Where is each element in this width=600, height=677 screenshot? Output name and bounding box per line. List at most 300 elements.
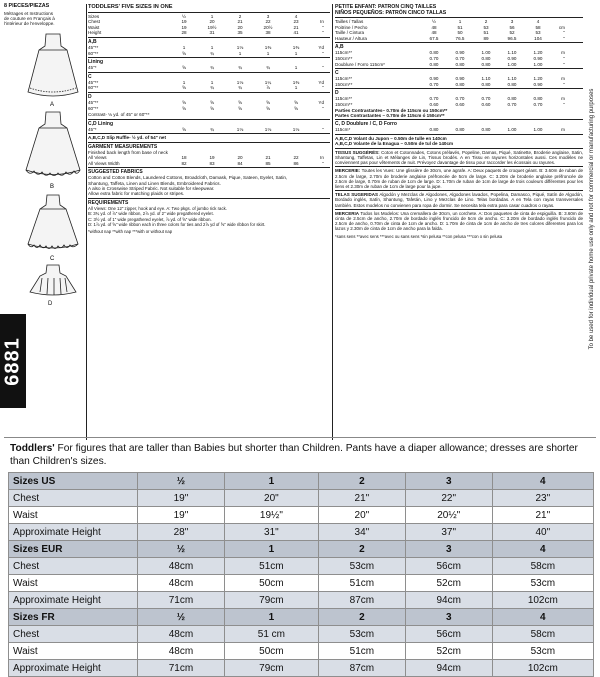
row-value: ¾	[210, 65, 214, 71]
ml-paragraph	[335, 168, 583, 189]
toddlers-note	[10, 442, 590, 468]
row-value: ⅝	[182, 65, 186, 71]
table-cell: 87cm	[318, 660, 405, 677]
data-row	[335, 102, 583, 108]
table-cell: 40"	[492, 524, 593, 541]
row-label: 115cm**	[335, 50, 353, 56]
divider	[335, 209, 583, 210]
garment-title: GARMENT MEASUREMENTS	[88, 143, 158, 150]
title-fr: PETITE ENFANT: PATRON CINQ TAILLES	[335, 4, 437, 10]
ml-paragraph-text: Algodón y Mezclas de Algodones, Algodones lavados, Popelina, Damasco, Piqué, Satín de Algodón, Bordado inglés, Satín, Shantung, Tafetán, Lino y Mezclas de Lino. Telas bordadas. A en Tela con rayas transversales también. Estos modelos no convienen para ropa de dormir. Se necesita tela extra para casar cuadros o rayas.	[335, 192, 583, 208]
ml-size-value: ½	[432, 19, 436, 24]
row-value: 0.90	[429, 76, 439, 82]
size-table-row	[9, 558, 594, 575]
divider	[88, 167, 330, 168]
table-cell: 51cm	[318, 643, 405, 660]
ml-paragraph	[335, 150, 583, 166]
table-cell: Approximate Height	[9, 524, 138, 541]
row-unit: m	[561, 50, 565, 56]
divider	[88, 119, 330, 120]
header-cell: 3	[405, 473, 492, 490]
row-unit: "	[322, 50, 324, 56]
table-cell: 56cm	[405, 558, 492, 575]
fabrics-line: Shantung, Taffeta, Linen and Linen Blends, Embroidered Fabrics.	[88, 180, 221, 186]
fabrics-line: A also in Crosswise Striped Fabric. Not suitable for sleepwear.	[88, 185, 215, 191]
table-cell: Chest	[9, 490, 138, 507]
row-value: 48	[431, 30, 437, 36]
row-value: ⅝	[238, 99, 242, 105]
row-label: 150cm**	[335, 101, 353, 107]
dress-sketch-b	[26, 112, 80, 176]
row-value: 0.60	[455, 101, 465, 107]
ml-paragraph-title: MERCERIA	[335, 210, 360, 216]
row-value: 1⅛	[292, 126, 300, 132]
view-sketches	[14, 30, 92, 300]
ml-paragraph	[335, 211, 583, 232]
row-value: 1.00	[533, 61, 543, 67]
row-value: 0.70	[455, 96, 465, 102]
english-footnote: *without nap **with nap ***with or without nap	[88, 229, 173, 235]
row-value: 1	[294, 65, 298, 71]
row-value: 19	[181, 24, 187, 30]
row-value: 1.00	[481, 50, 491, 56]
table-cell: 48cm	[138, 558, 225, 575]
row-value: 1⅛	[264, 126, 272, 132]
row-value: ¾	[210, 50, 214, 56]
row-value: 0.90	[507, 55, 517, 61]
row-value: 0.80	[429, 61, 439, 67]
header-cell: ½	[138, 473, 225, 490]
row-value: ⅝	[238, 105, 242, 111]
row-value: 23	[293, 19, 299, 25]
dress-sketch-a	[28, 34, 78, 96]
ml-block-title: C	[335, 70, 339, 77]
row-value: 0.90	[455, 50, 465, 56]
row-value: 1	[238, 50, 242, 56]
table-cell: Chest	[9, 558, 138, 575]
requirements-line: All Views: One 12" zipper, hook and eye. A: Two pkgs. of jumbo rick rack.	[88, 205, 227, 211]
volant-fr: A,B,C,D Volant du Jupon – 0.50m de tulle en 140cm	[335, 135, 447, 141]
row-value: 0.80	[507, 96, 517, 102]
row-label: 45"*	[88, 126, 97, 132]
table-cell: Approximate Height	[9, 660, 138, 677]
row-unit: "	[563, 61, 565, 67]
row-value: 1	[182, 44, 186, 50]
table-cell: 56cm	[405, 626, 492, 643]
row-label: Poitrine / Pecho	[335, 24, 368, 30]
row-label: Height	[88, 30, 102, 36]
table-cell: 94cm	[405, 660, 492, 677]
row-unit: "	[322, 160, 324, 166]
row-value: 22	[293, 154, 299, 160]
row-value: 0.80	[481, 55, 491, 61]
data-row	[88, 65, 330, 71]
row-value: 0.70	[533, 101, 543, 107]
view-label-a: A	[50, 102, 55, 108]
table-cell: 50cm	[224, 575, 318, 592]
data-row	[335, 62, 583, 68]
divider	[88, 142, 330, 143]
row-label: Doublure / Forro 115cm*	[335, 61, 385, 67]
row-value: ⅝	[182, 50, 186, 56]
row-label: 150cm**	[335, 55, 353, 61]
row-label: All Views Width	[88, 160, 120, 166]
row-value: 31	[209, 30, 215, 36]
divider	[88, 133, 330, 134]
ml-sizes-label: Tailles / Tallas	[335, 19, 364, 24]
ml-paragraph-title: MERCERIE:	[335, 168, 361, 174]
row-value: 56	[509, 24, 515, 30]
ml-size-value: 4	[536, 19, 540, 24]
size-table-row	[9, 626, 594, 643]
row-value: ⅝	[294, 105, 298, 111]
row-value: 51	[457, 24, 463, 30]
header-cell: ½	[138, 541, 225, 558]
header-cell: 2	[318, 609, 405, 626]
row-value: 51	[483, 30, 489, 36]
table-cell: 53cm	[492, 643, 593, 660]
table-cell: 52cm	[405, 643, 492, 660]
french-note-3: l'intérieur de l'enveloppe.	[4, 21, 55, 26]
table-cell: 19"	[138, 490, 225, 507]
divider	[335, 17, 583, 18]
row-label: 115cm**	[335, 76, 353, 82]
row-unit: "	[322, 126, 324, 132]
volant-es: A,B,C,D Volante de la Enagua – 0.50m de tul de 140cm	[335, 141, 454, 147]
row-value: ¾	[210, 126, 214, 132]
row-label: 60"**	[88, 50, 99, 56]
table-cell: 53cm	[318, 626, 405, 643]
pieces-label: 8 PIECES/PIEZAS	[4, 3, 50, 9]
row-unit: In	[320, 19, 324, 25]
row-label: Waist	[88, 24, 100, 30]
table-cell: 21"	[492, 507, 593, 524]
data-row	[335, 127, 583, 133]
row-value: 1.20	[533, 76, 543, 82]
row-unit: "	[563, 81, 565, 87]
row-unit: "	[322, 24, 324, 30]
table-cell: 19"	[138, 507, 225, 524]
header-cell: 4	[492, 541, 593, 558]
row-value: 1.10	[507, 76, 517, 82]
row-value: 0.80	[507, 81, 517, 87]
row-value: 0.60	[429, 101, 439, 107]
table-cell: 28"	[138, 524, 225, 541]
data-row	[88, 161, 330, 167]
row-unit: Yd	[318, 79, 324, 85]
row-value: 0.80	[455, 61, 465, 67]
row-value: 1⅜	[292, 79, 300, 85]
dress-sketch-c	[28, 195, 78, 249]
row-value: 0.80	[481, 61, 491, 67]
row-value: 85	[265, 160, 271, 166]
requirements-line: B: 3¾ yd. of ⅞" wide ribbon, 2⅞ yd. of 2" wide pregathered eyelet.	[88, 211, 214, 217]
row-unit: "	[563, 55, 565, 61]
row-value: ⅝	[182, 85, 186, 91]
size-value: 2	[238, 13, 242, 19]
row-value: ⅝	[182, 99, 186, 105]
row-value: 58	[535, 24, 541, 30]
row-unit: "	[563, 101, 565, 107]
table-cell: 71cm	[138, 592, 225, 609]
table-cell: 20½"	[405, 507, 492, 524]
header-cell: Sizes FR	[9, 609, 138, 626]
row-value: 1	[266, 50, 270, 56]
divider	[88, 92, 330, 93]
row-value: 50	[457, 30, 463, 36]
row-unit: Yd	[318, 99, 324, 105]
english-column	[88, 4, 330, 235]
row-value: 76.5	[455, 35, 465, 41]
table-cell: 22"	[405, 490, 492, 507]
french-note-2: de couture en Français à	[4, 16, 55, 21]
table-cell: 51 cm	[224, 626, 318, 643]
view-label-b: B	[50, 184, 55, 190]
row-label: 45"**	[88, 44, 99, 50]
row-value: 89	[483, 35, 489, 41]
table-cell: 31"	[224, 524, 318, 541]
data-row	[335, 36, 583, 42]
table-cell: 87cm	[318, 592, 405, 609]
table-cell: 23"	[492, 490, 593, 507]
table-cell: 19½"	[224, 507, 318, 524]
row-value: 1	[210, 44, 214, 50]
pattern-number-band	[0, 314, 26, 408]
data-row	[88, 30, 330, 36]
row-value: 83	[209, 160, 215, 166]
row-value: 0.90	[533, 55, 543, 61]
row-value: 0.90	[533, 81, 543, 87]
ml-footnote: *sans sens **avec sens ***avec ou sans sens *sin pelusa **con pelusa ***con o sin pelusa	[335, 233, 503, 239]
row-value: ⅝	[182, 105, 186, 111]
row-value: 1.00	[507, 127, 517, 133]
ml-size-value: 2	[484, 19, 488, 24]
table-cell: 71cm	[138, 660, 225, 677]
row-value: 0.70	[429, 55, 439, 61]
row-value: ⅝	[210, 99, 214, 105]
table-cell: 50cm	[224, 643, 318, 660]
sizes-label: Sizes	[88, 13, 100, 19]
size-table-row	[9, 524, 594, 541]
table-cell: 37"	[405, 524, 492, 541]
ml-paragraph-text: Coton et Cotonnades, Cotons prélavés, Popeline, Damas, Piqué, Satinette, Broderie anglaise, Satin, Shantung, Taffetas, Lin et Mélanges de Lin, Tissus brodés. A en Tissu en rayures horizontales aussi. Ces modèles ne conviennent pas pour vêtements de nuit. Prévoyez davantage de tissu pour raccorder les écossais ou rayures.	[335, 149, 583, 166]
divider	[335, 42, 583, 43]
table-cell: Waist	[9, 507, 138, 524]
size-group-header	[9, 541, 594, 558]
pattern-number: 6881	[1, 337, 24, 386]
row-value: ¾	[210, 85, 214, 91]
divider	[335, 119, 583, 120]
divider	[88, 72, 330, 73]
row-value: 19	[209, 154, 215, 160]
row-label: 60"**	[88, 105, 99, 111]
divider	[88, 37, 330, 38]
row-value: 86	[293, 160, 299, 166]
block-title: C	[88, 73, 92, 80]
view-label-d: D	[48, 301, 53, 307]
row-value: 41	[293, 30, 299, 36]
table-cell: Waist	[9, 575, 138, 592]
row-value: 20	[209, 19, 215, 25]
row-value: ¾	[266, 65, 270, 71]
table-cell: 51cm	[224, 558, 318, 575]
row-value: ⅝	[294, 99, 298, 105]
header-cell: ½	[138, 609, 225, 626]
data-row	[88, 106, 330, 112]
row-value: 1¼	[264, 79, 272, 85]
block-title: Lining	[88, 59, 103, 66]
row-value: 18	[181, 154, 187, 160]
row-value: ¾	[238, 65, 242, 71]
row-unit: m	[561, 76, 565, 82]
row-value: 1.10	[481, 76, 491, 82]
fabrics-line: Cotton and Cotton Blends, Laundered Cottons, Broadcloth, Damask, Pique, Sateen, Eyelet, Satin,	[88, 175, 288, 181]
row-label: 45"**	[88, 99, 99, 105]
garment-sub: Finished back length from base of neck	[88, 149, 168, 155]
row-unit: In	[320, 154, 324, 160]
header-cell: 2	[318, 473, 405, 490]
header-cell: Sizes EUR	[9, 541, 138, 558]
row-unit: "	[563, 35, 565, 41]
block-title: D	[88, 93, 92, 100]
row-label: Taille / Cintura	[335, 30, 365, 36]
row-value: 0.90	[455, 76, 465, 82]
row-value: 1.10	[507, 50, 517, 56]
side-note-area	[589, 4, 599, 434]
row-value: 22	[265, 19, 271, 25]
french-note-1: Métrages et Instructions	[4, 11, 54, 16]
requirements-title: REQUIREMENTS	[88, 199, 129, 206]
row-label: 60"**	[88, 85, 99, 91]
row-unit: "	[322, 30, 324, 36]
row-value: 20	[237, 24, 243, 30]
header-cell: 2	[318, 541, 405, 558]
divider	[335, 190, 583, 191]
table-cell: 48cm	[138, 575, 225, 592]
row-value: ⅝	[266, 99, 270, 105]
table-cell: Waist	[9, 643, 138, 660]
row-value: 0.70	[481, 96, 491, 102]
row-value: 0.70	[455, 55, 465, 61]
row-value: 21	[237, 19, 243, 25]
table-cell: 79cm	[224, 592, 318, 609]
divider	[335, 148, 583, 149]
row-value: 1	[294, 50, 298, 56]
row-label: 150cm**	[335, 81, 353, 87]
view-label-c: C	[50, 256, 55, 262]
ml-paragraph-title: TISSUS SUGGÉRÉS:	[335, 149, 380, 155]
table-cell: 58cm	[492, 626, 593, 643]
divider	[335, 134, 583, 135]
row-unit: Yd	[318, 44, 324, 50]
fabrics-line: Allow extra fabric for matching plaids or stripes.	[88, 191, 185, 197]
size-value: 3	[266, 13, 270, 19]
size-table-row	[9, 490, 594, 507]
row-value: 0.80	[429, 127, 439, 133]
row-value: 21	[293, 24, 299, 30]
size-value: 1	[210, 13, 214, 19]
dress-sketch-d	[30, 265, 76, 295]
table-cell: 58cm	[492, 558, 593, 575]
size-group-header	[9, 473, 594, 490]
table-cell: 52cm	[405, 575, 492, 592]
row-value: 38	[265, 30, 271, 36]
divider	[335, 68, 583, 69]
header-cell: 1	[224, 541, 318, 558]
row-value: ⅝	[266, 105, 270, 111]
row-value: 0.70	[429, 81, 439, 87]
size-value: ½	[182, 13, 186, 19]
row-value: 0.80	[481, 81, 491, 87]
row-label: 115cm*	[335, 127, 351, 133]
row-value: 28	[181, 30, 187, 36]
table-cell: 20"	[318, 507, 405, 524]
data-row	[88, 85, 330, 91]
row-value: 67.5	[429, 35, 439, 41]
requirements-line: D: 1⅞ yd. of ⅝" wide ribbon each in three colors for ties and 2⅞ yd of ⅝" wide ribbon for skirt.	[88, 221, 266, 227]
data-row	[335, 82, 583, 88]
row-label: All Views	[88, 154, 107, 160]
contrast-es: Partes Contrastantes – 0.70m de 115cm ó 150cm**	[335, 112, 445, 118]
row-value: 48	[431, 24, 437, 30]
row-label: Chest	[88, 19, 101, 25]
divider	[88, 57, 330, 58]
row-value: 1.00	[507, 61, 517, 67]
row-value: 1.00	[533, 127, 543, 133]
row-value: 0.80	[481, 127, 491, 133]
row-value: 96.5	[507, 35, 517, 41]
row-value: 0.80	[455, 127, 465, 133]
row-value: 19	[181, 19, 187, 25]
toddlers-note-text: For figures that are taller than Babies but shorter than Children. Pants have a diaper allowance; dresses are shorter than Children's sizes.	[10, 443, 578, 467]
multilingual-column	[335, 4, 583, 239]
header-cell: Sizes US	[9, 473, 138, 490]
side-note: To be used for individual private home use only and not for commercial or manufacturing purposes	[589, 88, 595, 350]
row-value: 0.80	[455, 81, 465, 87]
block-title: A,B	[88, 38, 97, 45]
header-cell: 4	[492, 473, 593, 490]
data-row	[88, 127, 330, 133]
row-unit: "	[322, 105, 324, 111]
row-value: 1	[210, 79, 214, 85]
contrast-fr: Parties Contrastantes– 0.70m de 115cm ou 150cm**	[335, 107, 448, 113]
ml-block-title: A,B	[335, 44, 344, 51]
row-label: 45"**	[88, 79, 99, 85]
row-value: 20	[237, 154, 243, 160]
table-cell: Approximate Height	[9, 592, 138, 609]
row-value: 82	[181, 160, 187, 166]
data-row	[88, 51, 330, 57]
divider	[88, 12, 330, 13]
english-title: TODDLERS' FIVE SIZES IN ONE	[88, 4, 173, 10]
row-value: 1⅜	[292, 44, 300, 50]
row-value: 52	[509, 30, 515, 36]
table-cell: 48cm	[138, 643, 225, 660]
table-cell: 53cm	[318, 558, 405, 575]
size-table-row	[9, 643, 594, 660]
row-value: 1⅛	[236, 126, 244, 132]
row-value: 21	[265, 154, 271, 160]
row-value: ⅝	[182, 126, 186, 132]
row-value: 1⅜	[264, 44, 272, 50]
slip-ruffle: A,B,C,D Slip Ruffle- ½ yd. of 54" net	[88, 135, 166, 141]
requirements-line: C: 3½ yd. of 1" wide pregathered eyelet, ⅞ yd. of ⅝" wide ribbon.	[88, 216, 212, 222]
header-cell: 4	[492, 609, 593, 626]
row-value: 53	[535, 30, 541, 36]
cd-doublure-title: C, D Doublure / C, D Forro	[335, 121, 397, 128]
size-group-header	[9, 609, 594, 626]
row-value: 1⅛	[236, 44, 244, 50]
